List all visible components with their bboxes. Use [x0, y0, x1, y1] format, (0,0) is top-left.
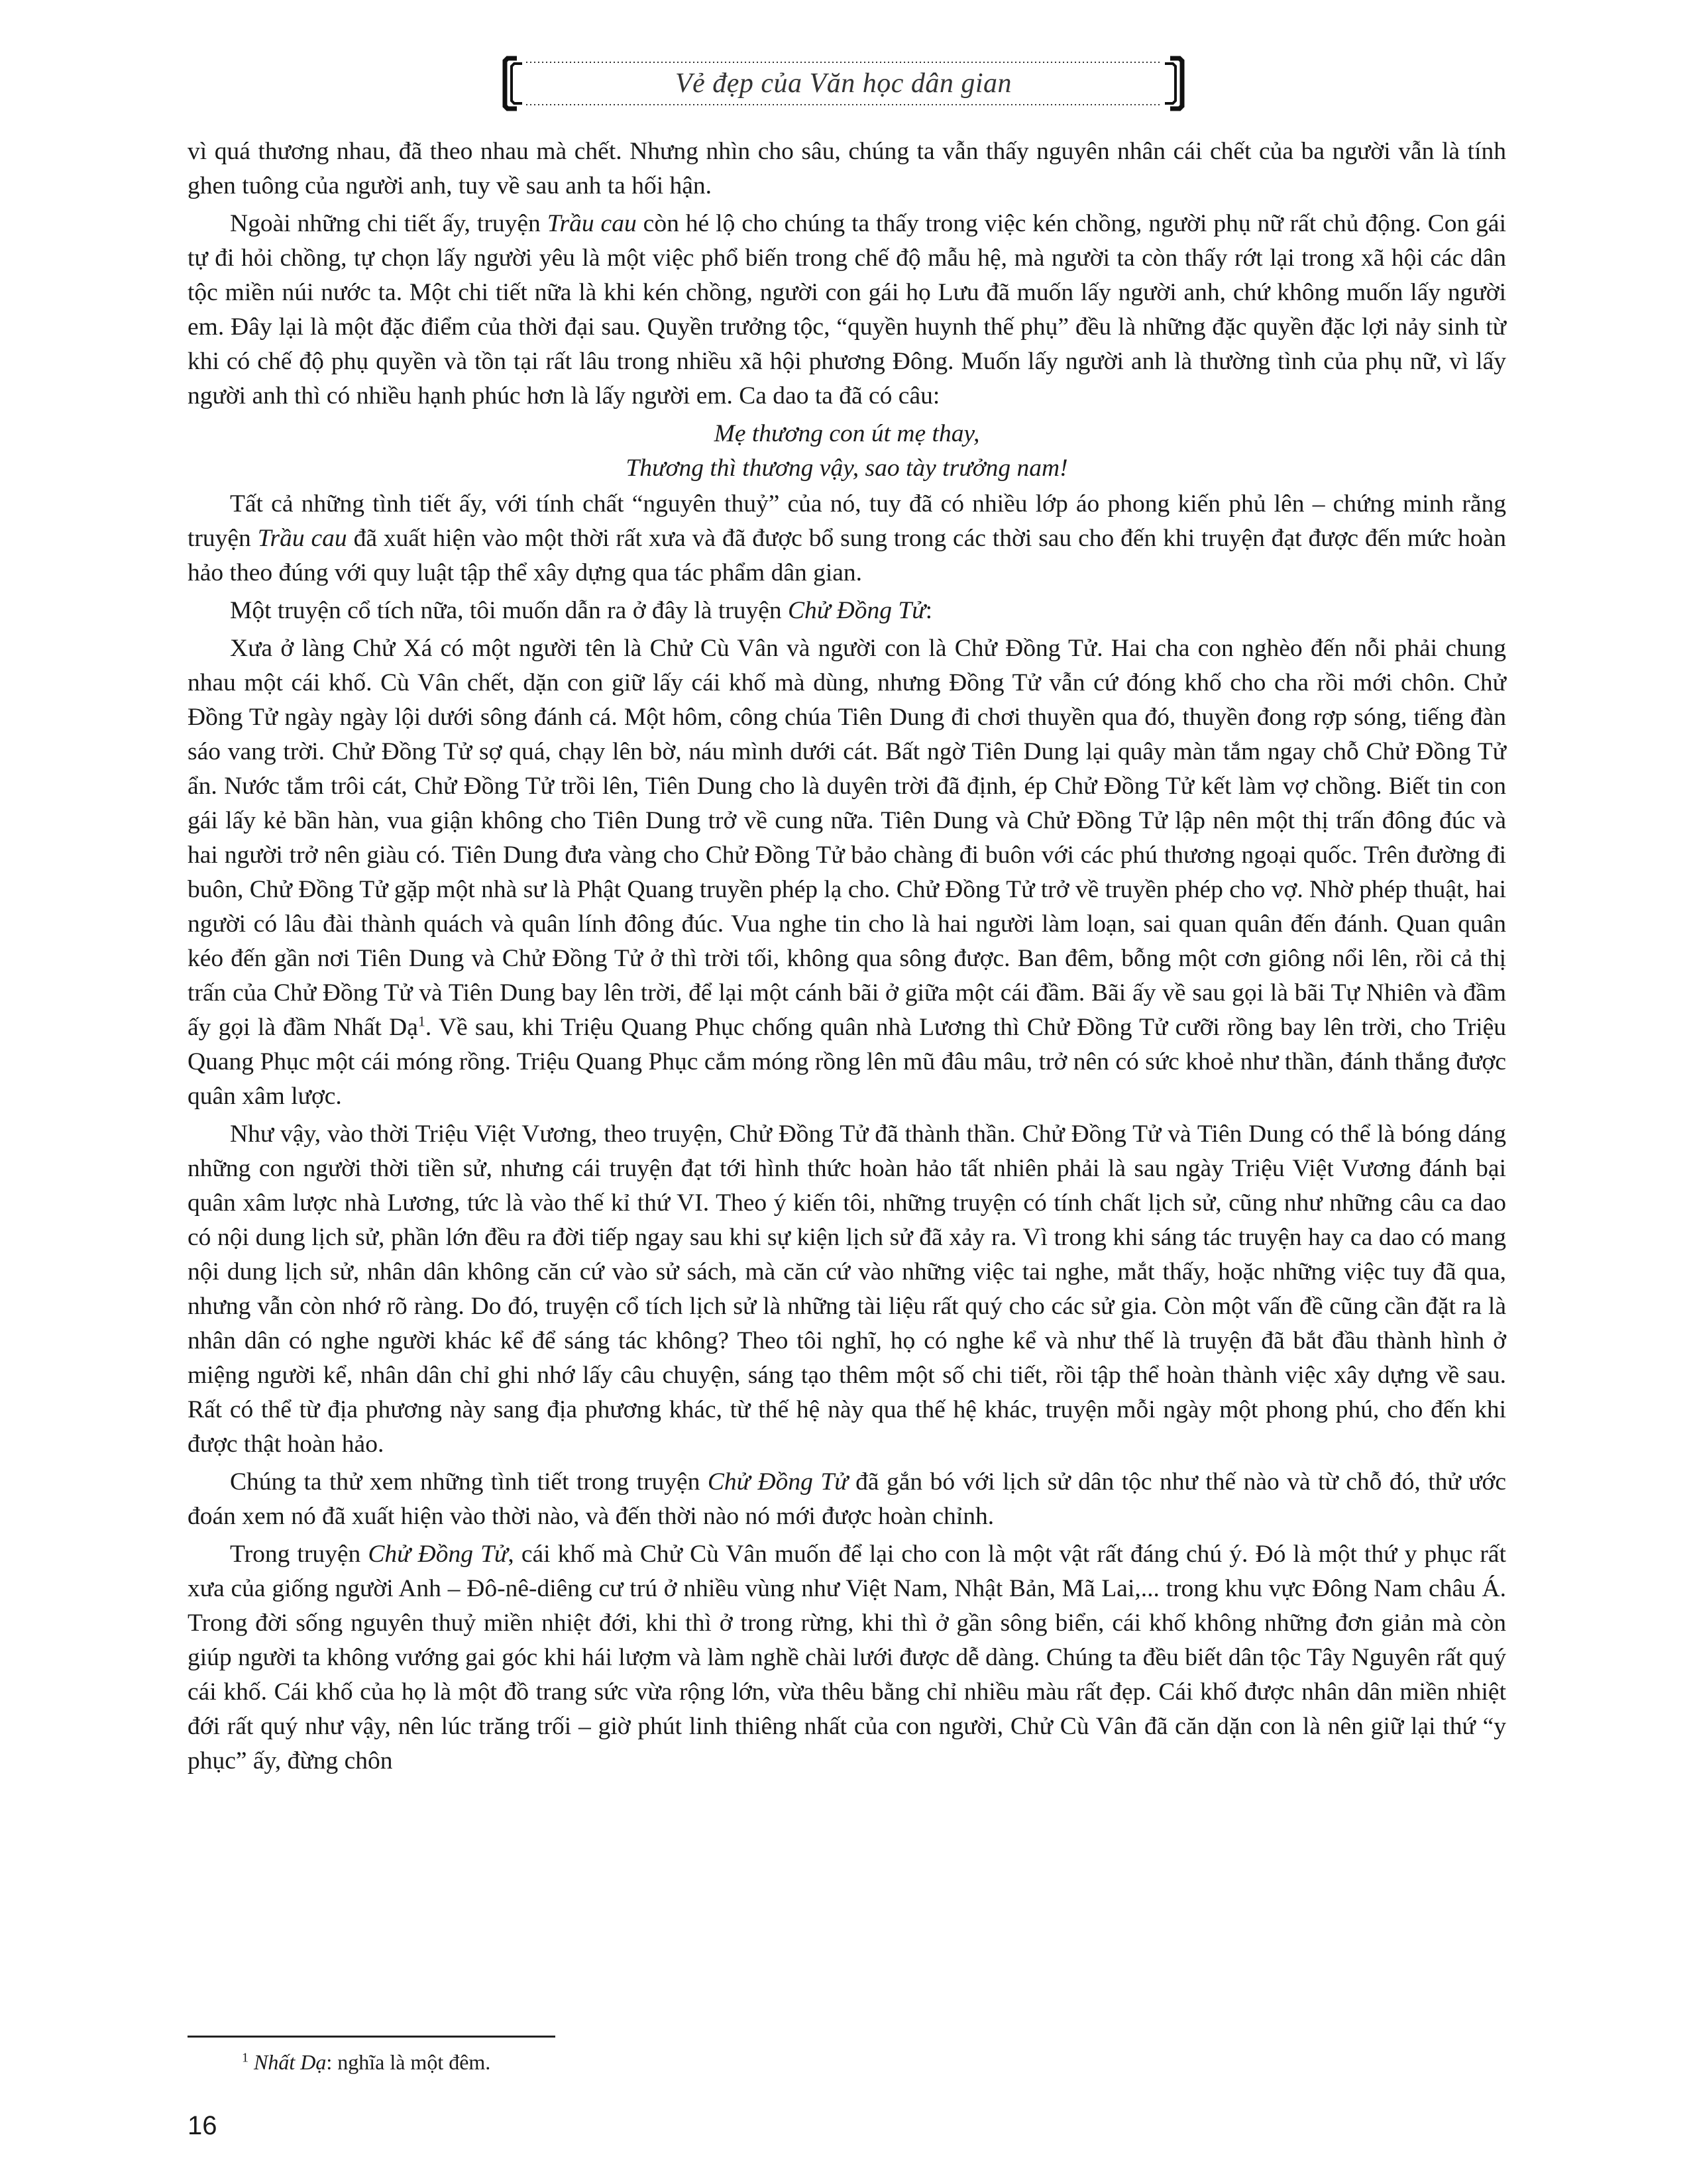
- verse-line-2: Thương thì thương vậy, sao tày trưởng nam!: [626, 455, 1068, 482]
- footnote: [242, 2048, 490, 2077]
- paragraph-4: Một truyện cổ tích nữa, tôi muốn dẫn ra ở đây là truyện Chử Đồng Tử:: [230, 597, 933, 624]
- paragraph-3: Tất cả những tình tiết ấy, với tính chất “nguyên thuỷ” của nó, tuy đã có nhiều lớp áo phong kiến phủ lên – chứng minh rằng truyện Trầu cau đã xuất hiện vào một thời rất xưa và đã được bổ sung trong các thời sau cho đến khi truyện đạt được đến mức hoàn hảo theo đúng với quy luật tập thể xây dựng qua tác phẩm dân gian.: [188, 490, 1506, 586]
- verse-line-1: Mẹ thương con út mẹ thay,: [714, 420, 980, 447]
- paragraph-5: Xưa ở làng Chử Xá có một người tên là Chử Cù Vân và người con là Chử Đồng Tử. Hai cha con nghèo đến nỗi phải chung nhau một cái khố. Cù Vân chết, dặn con giữ lấy cái khố mà dùng, nhưng Đồng Tử vẫn cứ đóng khố cho cha rồi mới chôn. Chử Đồng Tử ngày ngày lội dưới sông đánh cá. Một hôm, công chúa Tiên Dung đi chơi thuyền qua đó, thuyền đong rợp sóng, tiếng đàn sáo vang trời. Chử Đồng Tử sợ quá, chạy lên bờ, náu mình dưới cát. Bất ngờ Tiên Dung lại quây màn tắm ngay chỗ Chử Đồng Tử ẩn. Nước tắm trôi cát, Chử Đồng Tử trồi lên, Tiên Dung cho là duyên trời đã định, ép Chử Đồng Tử kết làm vợ chồng. Biết tin con gái lấy kẻ bần hàn, vua giận không cho Tiên Dung trở về cung nữa. Tiên Dung và Chử Đồng Tử lập nên một thị trấn đông đúc và hai người trở nên giàu có. Tiên Dung đưa vàng cho Chử Đồng Tử bảo chàng đi buôn với các phú thương ngoại quốc. Trên đường đi buôn, Chử Đồng Tử gặp một nhà sư là Phật Quang truyền phép lạ cho. Chử Đồng Tử trở về truyền phép cho vợ. Nhờ phép thuật, hai người có lâu đài thành quách và quân lính đông đúc. Vua nghe tin cho là hai người làm loạn, sai quan quân đến đánh. Quan quân kéo đến gần nơi Tiên Dung và Chử Đồng Tử ở thì trời tối, không qua sông được. Ban đêm, bỗng một cơn giông nổi lên, rồi cả thị trấn của Chử Đồng Tử và Tiên Dung bay lên trời, để lại một cánh bãi ở giữa một cái đầm. Bãi ấy về sau gọi là bãi Tự Nhiên và đầm ấy gọi là đầm Nhất Dạ$^1$. Về sau, khi Triệu Quang Phục chống quân nhà Lương thì Chử Đồng Tử cưỡi rồng bay lên trời, cho Triệu Quang Phục một cái móng rồng. Triệu Quang Phục cắm móng rồng lên mũ đâu mâu, trở nên có sức khoẻ như thần, đánh thắng được quân xâm lược.: [188, 635, 1507, 1110]
- running-header-title: Vẻ đẹp của Văn học dân gian: [675, 68, 1012, 99]
- main-text: [188, 135, 1506, 1782]
- running-header: [502, 54, 1185, 113]
- page-number: 16: [188, 2111, 217, 2140]
- footnote-text: : nghĩa là một đêm.: [326, 2050, 491, 2074]
- folk-verse: [188, 417, 1506, 486]
- paragraph-7: Chúng ta thử xem những tình tiết trong truyện Chử Đồng Tử đã gắn bó với lịch sử dân tộc như thế nào và từ chỗ đó, thử ước đoán xem nó đã xuất hiện vào thời nào, và đến thời nào nó mới được hoàn chỉnh.: [188, 1468, 1506, 1530]
- paragraph-8: Trong truyện Chử Đồng Tử, cái khố mà Chử Cù Vân muốn để lại cho con là một vật rất đáng chú ý. Đó là một thứ y phục rất xưa của giống người Anh – Đô-nê-diêng cư trú ở nhiều vùng như Việt Nam, Nhật Bản, Mã Lai,... trong khu vực Đông Nam châu Á. Trong đời sống nguyên thuỷ miền nhiệt đới, khi thì ở trong rừng, khi thì ở gần sông biển, cái khố không những đơn giản mà còn giúp người ta không vướng gai góc khi hái lượm và làm nghề chài lưới được dễ dàng. Chúng ta đều biết dân tộc Tây Nguyên rất quý cái khố. Cái khố của họ là một đồ trang sức vừa rộng lớn, vừa thêu bằng chỉ nhiều màu rất đẹp. Cái khố được nhân dân miền nhiệt đới rất quý như vậy, nên lúc trăng trối – giờ phút linh thiêng nhất của con người, Chử Cù Vân đã căn dặn con là nên giữ lại thứ “y phục” ấy, đừng chôn: [188, 1541, 1506, 1774]
- footnote-ref[interactable]: 1: [417, 1012, 425, 1030]
- paragraph-2: Ngoài những chi tiết ấy, truyện Trầu cau còn hé lộ cho chúng ta thấy trong việc kén chồng, người phụ nữ rất chủ động. Con gái tự đi hỏi chồng, tự chọn lấy người yêu là một việc phổ biến trong chế độ mẫu hệ, mà người ta còn thấy rớt lại trong xã hội các dân tộc miền núi nước ta. Một chi tiết nữa là khi kén chồng, người con gái họ Lưu đã muốn lấy người anh, chứ không muốn lấy người em. Đây lại là một đặc điểm của thời đại sau. Quyền trưởng tộc, “quyền huynh thế phụ” đều là những đặc quyền đặc lợi nảy sinh từ khi có chế độ phụ quyền và tồn tại rất lâu trong nhiều xã hội phương Đông. Muốn lấy người anh là thường tình của phụ nữ, vì lấy người anh thì có nhiều hạnh phúc hơn là lấy người em. Ca dao ta đã có câu:: [188, 210, 1506, 410]
- paragraph-1: vì quá thương nhau, đã theo nhau mà chết. Nhưng nhìn cho sâu, chúng ta vẫn thấy nguyên nhân cái chết của ba người vẫn là tính ghen tuông của người anh, tuy về sau anh ta hối hận.: [188, 138, 1506, 199]
- footnote-marker: 1: [242, 2050, 248, 2065]
- footnote-term: Nhất Dạ: [254, 2050, 327, 2074]
- paragraph-6: Như vậy, vào thời Triệu Việt Vương, theo truyện, Chử Đồng Tử đã thành thần. Chử Đồng Tử và Tiên Dung có thể là bóng dáng những con người thời tiền sử, nhưng cái truyện đạt tới hình thức hoàn hảo tất nhiên phải là sau ngày Triệu Việt Vương đánh bại quân xâm lược nhà Lương, tức là vào thế kỉ thứ VI. Theo ý kiến tôi, những truyện có tính chất lịch sử, cũng như những câu ca dao có nội dung lịch sử, phần lớn đều ra đời tiếp ngay sau khi sự kiện lịch sử đã xảy ra. Vì trong khi sáng tác truyện hay ca dao có mang nội dung lịch sử, nhân dân không căn cứ vào sử sách, mà căn cứ vào những việc tai nghe, mắt thấy, hoặc những việc tuy đã qua, nhưng vẫn còn nhớ rõ ràng. Do đó, truyện cổ tích lịch sử là những tài liệu rất quý cho các sử gia. Còn một vấn đề cũng cần đặt ra là nhân dân có nghe người khác kể để sáng tác không? Theo tôi nghĩ, họ có nghe kể và như thế là truyện đã bắt đầu thành hình ở miệng người kể, nhân dân chỉ ghi nhớ lấy câu chuyện, sáng tạo thêm một số chi tiết, rồi tập thể hoàn thành việc xây dựng về sau. Rất có thể từ địa phương này sang địa phương khác, từ thế hệ này qua thế hệ khác, truyện mỗi ngày một phong phú, cho đến khi được thật hoàn hảo.: [188, 1120, 1506, 1458]
- footnote-separator: [188, 2036, 555, 2038]
